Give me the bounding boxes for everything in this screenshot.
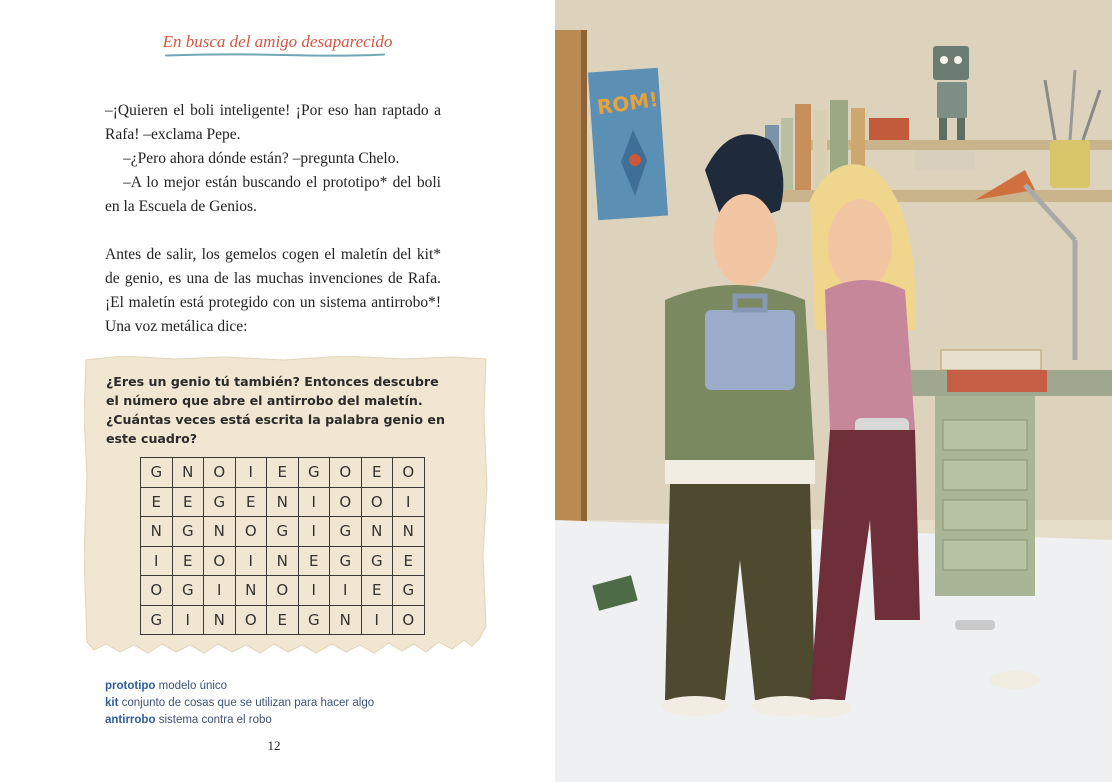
grid-cell: E [141,487,173,517]
grid-cell: O [393,458,425,488]
grid-cell: O [330,458,362,488]
grid-cell: G [267,517,299,547]
left-page [0,0,555,782]
grid-cell: N [330,605,362,635]
grid-cell: I [141,546,173,576]
grid-cell: O [204,546,236,576]
grid-cell: G [141,458,173,488]
grid-cell: G [172,576,204,606]
dialogue-line: –A lo mejor están buscando el prototipo* del boli en la Escuela de Genios. [105,174,441,215]
glossary-entry [105,712,374,729]
grid-cell: I [393,487,425,517]
dialogue-line: –¡Quieren el boli inteligente! ¡Por eso han raptado a Rafa! –exclama Pepe. [105,102,441,143]
grid-cell: O [393,605,425,635]
glossary-definition: conjunto de cosas que se utilizan para hacer algo [121,697,375,709]
grid-cell: N [267,546,299,576]
grid-cell: N [361,517,393,547]
grid-cell: I [330,576,362,606]
grid-cell: O [330,487,362,517]
grid-cell: G [361,546,393,576]
grid-cell: E [361,576,393,606]
grid-cell: N [393,517,425,547]
grid-cell: N [172,458,204,488]
grid-cell: N [204,605,236,635]
grid-row [141,487,425,517]
grid-row [141,517,425,547]
shelf [755,190,1112,202]
room-scene-illustration [555,0,1112,782]
grid-row [141,458,425,488]
grid-cell: I [172,605,204,635]
grid-cell: N [141,517,173,547]
grid-cell: N [267,487,299,517]
illustration [555,0,1112,782]
glossary-definition: modelo único [158,680,228,692]
glossary-entry [105,678,374,695]
glossary-definition: sistema contra el robo [158,714,272,726]
grid-cell: E [393,546,425,576]
grid-cell: O [235,605,267,635]
grid-cell: G [204,487,236,517]
grid-row [141,605,425,635]
grid-cell: G [172,517,204,547]
grid-cell: I [298,487,330,517]
grid-cell: N [235,576,267,606]
grid-cell: I [298,576,330,606]
grid-row [141,546,425,576]
dialogue-paragraph [105,99,441,219]
title-underline [164,53,386,57]
grid-cell: G [141,605,173,635]
grid-cell: I [204,576,236,606]
puzzle-question: ¿Eres un genio tú también? Entonces descubre el número que abre el antirrobo del maletín. ¿Cuántas veces está escrita la palabra genio en este cuadro? [106,374,445,446]
grid-cell: O [141,576,173,606]
grid-cell: G [298,458,330,488]
grid-cell: E [267,458,299,488]
grid-cell: G [393,576,425,606]
grid-cell: I [298,517,330,547]
grid-cell: E [172,487,204,517]
grid-cell: E [267,605,299,635]
grid-cell: I [361,605,393,635]
grid-cell: N [204,517,236,547]
grid-cell: E [172,546,204,576]
grid-cell: E [361,458,393,488]
grid-cell: I [235,546,267,576]
chapter-title: En busca del amigo desaparecido [162,32,393,51]
grid-cell: E [298,546,330,576]
grid-cell: G [330,546,362,576]
page-number: 12 [267,738,281,753]
glossary-entry [105,695,374,712]
grid-cell: O [235,517,267,547]
grid-cell: O [204,458,236,488]
narration-paragraph [105,243,441,339]
mug [1050,140,1090,188]
grid-cell: G [330,517,362,547]
grid-row [141,576,425,606]
poster-text: ROM! [595,87,660,120]
glossary-term: prototipo [105,680,156,692]
grid-cell: E [235,487,267,517]
grid-cell: I [235,458,267,488]
rocket-poster [588,68,668,221]
dialogue-line: –¿Pero ahora dónde están? –pregunta Chelo. [123,150,400,167]
grid-cell: O [361,487,393,517]
glossary [105,678,374,729]
door-frame [555,30,581,550]
narration-text: Antes de salir, los gemelos cogen el maletín del kit* de genio, es una de las muchas invenciones de Rafa. ¡El maletín está protegido con un sistema antirrobo*! Una voz metálica dice: [105,246,441,335]
puzzle-box [84,356,488,658]
wrench [955,620,995,630]
word-search-grid [140,457,425,635]
briefcase [705,310,795,390]
glossary-term: kit [105,697,119,709]
glossary-term: antirrobo [105,714,156,726]
grid-cell: O [267,576,299,606]
grid-cell: G [298,605,330,635]
